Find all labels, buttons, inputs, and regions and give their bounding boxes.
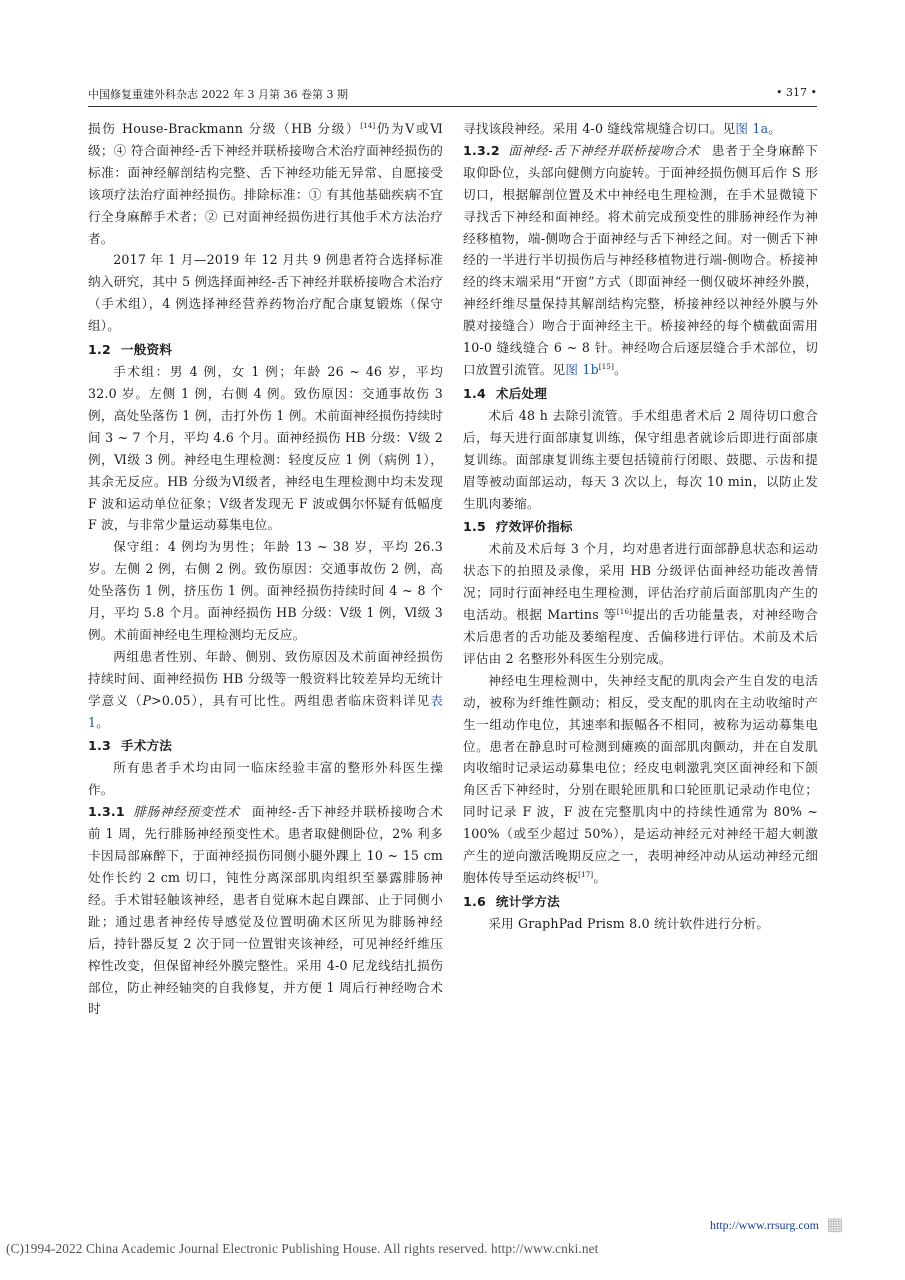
paragraph: 所有患者手术均由同一临床经验丰富的整形外科医生操作。 [88, 760, 443, 798]
citation[interactable]: [17] [578, 870, 594, 879]
journal-logo-icon: ▦ [826, 1214, 844, 1235]
citation[interactable]: [14] [360, 121, 376, 130]
paragraph: 采用 GraphPad Prism 8.0 统计软件进行分析。 [488, 915, 770, 931]
section-heading-1-4: 1.4 术后处理 [463, 385, 548, 401]
journal-title: 中国修复重建外科杂志 2022 年 3 月第 36 卷第 3 期 [88, 88, 348, 101]
right-column [463, 118, 818, 935]
table-link[interactable]: 表 1 [88, 692, 443, 730]
section-heading-1-5: 1.5 疗效评价指标 [463, 519, 573, 535]
copyright-notice: (C)1994-2022 China Academic Journal Electronic Publishing House. All rights reserved. http://www.cnki.net [6, 1241, 599, 1256]
subsection-number: 1.3.1 [88, 804, 125, 820]
paragraph: 术前及术后每 3 个月，均对患者进行面部静息状态和运动状态下的拍照及录像，采用 HB 分级评估面神经功能改善情况；同时行面神经电生理检测，评估治疗前后面部肌肉产生的电活动。根据 Martins 等[16]提出的舌功能量表，对神经吻合术后患者的舌功能及萎缩程度、舌偏移进行评估。术前及术后评估由 2 名整形外科医生分别完成。 [463, 541, 818, 666]
paragraph: 神经电生理检测中，失神经支配的肌肉会产生自发的电活动，被称为纤维性颤动；相反，受支配的肌肉在主动收缩时产生一组动作电位，其速率和振幅各不相同，被称为运动募集电位。患者在静息时可检测到瘫痪的面部肌肉颤动，并在自发肌肉收缩时记录运动募集电位；经皮电刺激乳突区面神经和下颌角区舌下神经时，分别在眼轮匝肌和口轮匝肌记录动作电位；同时记录 F 波，F 波在完整肌肉中的持续性通常为 80% ~ 100%（或至少超过 50%），是运动神经元对神经干超大刺激产生的逆向激活晚期反应之一，表明神经冲动从运动神经元细胞体传导至运动终板[17]。 [463, 672, 818, 885]
paragraph: 术后 48 h 去除引流管。手术组患者术后 2 周待切口愈合后，每天进行面部康复训练，保守组患者就诊后即进行面部康复训练。面部康复训练主要包括镜前行闭眼、鼓腮、示齿和提眉等被动面部运动，每天 3 次以上，每次 10 min，以防止发生肌肉萎缩。 [463, 407, 818, 511]
subsection-title: 腓肠神经预变性术 [132, 804, 240, 820]
page-number: • 317 • [776, 86, 817, 99]
figure-link[interactable]: 图 1b [565, 361, 599, 377]
paragraph: 两组患者性别、年龄、侧别、致伤原因及术前面神经损伤持续时间、面神经损伤 HB 分级等一般资料比较差异均无统计学意义（P>0.05），具有可比性。两组患者临床资料详见表 1。 [88, 648, 443, 730]
section-heading-1-6: 1.6 统计学方法 [463, 893, 560, 909]
paragraph: 损伤 House-Brackmann 分级（HB 分级）[14]仍为Ⅴ或Ⅵ级；④ 符合面神经-舌下神经并联桥接吻合术治疗面神经损伤的标准：面神经解剖结构完整、舌下神经功能无异常、自愿接受该项疗法治疗面神经损伤。排除标准：① 有其他基础疾病不宜行全身麻醉手术者；② 已对面神经损伤进行其他手术方法治疗者。 [88, 121, 443, 246]
subsection-title: 面神经-舌下神经并联桥接吻合术 [507, 142, 700, 158]
section-heading-1-2: 1.2 一般资料 [88, 342, 173, 358]
left-column [88, 118, 443, 1020]
journal-url[interactable]: http://www.rrsurg.com [710, 1218, 819, 1232]
subsection-paragraph: 1.3.1 腓肠神经预变性术 面神经-舌下神经并联桥接吻合术前 1 周，先行腓肠神经预变性术。患者取健侧卧位，2% 利多卡因局部麻醉下，于面神经损伤同侧小腿外踝上 10 ~ 15 cm 处作长约 2 cm 切口，钝性分离深部肌肉组织至暴露腓肠神经。手术钳轻触该神经，患者自觉麻木起自踝部、止于同侧小趾；通过患者神经传导感觉及位置明确术区所见为腓肠神经后，持针器反复 2 次于同一位置钳夹该神经，可见神经纤维压榨性改变，但保留神经外膜完整性。采用 4-0 尼龙线结扎损伤部位，防止神经轴突的自我修复，并方便 1 周后行神经吻合术时 [88, 804, 443, 1017]
paragraph: 手术组：男 4 例，女 1 例；年龄 26 ~ 46 岁，平均 32.0 岁。左侧 1 例，右侧 4 例。致伤原因：交通事故伤 3 例，高处坠落伤 1 例，击打外伤 1 例。术前面神经损伤持续时间 3 ~ 7 个月，平均 4.6 个月。面神经损伤 HB 分级：Ⅴ级 2 例，Ⅵ级 3 例。神经电生理检测：轻度反应 1 例（病例 1），其余无反应。HB 分级为Ⅵ级者，神经电生理检测中均未发现 F 波和运动单位征象；Ⅴ级者发现无 F 波或偶尔怀疑有低幅度 F 波，与非常少量运动募集电位。 [88, 364, 443, 533]
citation[interactable]: [16] [616, 607, 633, 616]
subsection-paragraph: 1.3.2 面神经-舌下神经并联桥接吻合术 患者于全身麻醉下取仰卧位，头部向健侧方向旋转。于面神经损伤侧耳后作 S 形切口，根据解剖位置及术中神经电生理检测，在手术显微镜下寻找舌下神经和面神经。将术前完成预变性的腓肠神经作为神经移植物，端-侧吻合于面神经与舌下神经之间。对一侧舌下神经的一半进行半切损伤后与神经移植物进行端-侧吻合。桥接神经的终末端采用“开窗”方式（即面神经一侧仅破坏神经外膜，神经纤维尽量保持其解剖结构完整，桥接神经以神经外膜与外膜对接缝合）吻合于面神经主干。桥接神经的每个横截面需用 10-0 缝线缝合 6 ~ 8 针。神经吻合后逐层缝合手术部位，切口放置引流管。见图 1b[15]。 [463, 142, 818, 377]
citation[interactable]: [15] [598, 362, 615, 371]
subsection-number: 1.3.2 [463, 142, 500, 158]
section-heading-1-3: 1.3 手术方法 [88, 738, 173, 754]
paragraph: 寻找该段神经。采用 4-0 缝线常规缝合切口。见图 1a。 [463, 121, 782, 136]
paragraph: 2017 年 1 月—2019 年 12 月共 9 例患者符合选择标准纳入研究，其中 5 例选择面神经-舌下神经并联桥接吻合术治疗（手术组），4 例选择神经营养药物治疗配合康复锻炼（保守组）。 [88, 252, 443, 334]
figure-link[interactable]: 图 1a [735, 121, 769, 136]
header-rule [88, 106, 817, 107]
running-header [88, 86, 817, 104]
paragraph: 保守组：4 例均为男性；年龄 13 ~ 38 岁，平均 26.3 岁。左侧 2 例，右侧 2 例。致伤原因：交通事故伤 2 例，高处坠落伤 1 例，挤压伤 1 例。面神经损伤持续时间 4 ~ 8 个月，平均 5.8 个月。面神经损伤 HB 分级：Ⅴ级 1 例，Ⅵ级 3 例。术前面神经电生理检测均无反应。 [88, 539, 443, 642]
